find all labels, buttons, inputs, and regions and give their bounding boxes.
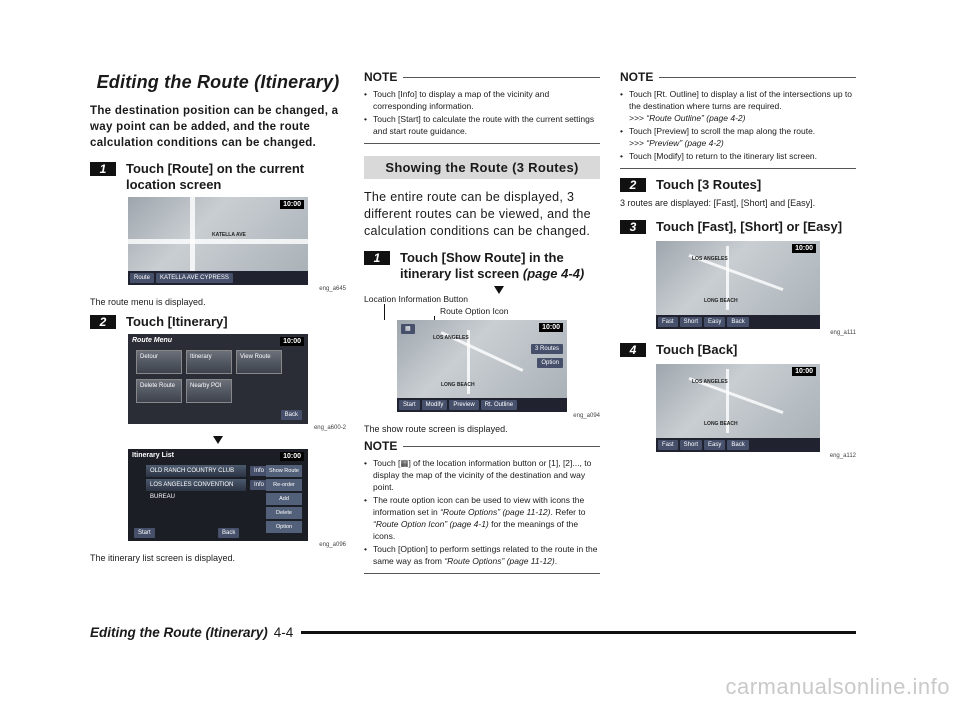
step-result: The show route screen is displayed. [364, 424, 508, 434]
figure-caption: eng_a094 [573, 413, 600, 419]
note-header [620, 70, 856, 84]
figure-caption: eng_a600-2 [313, 425, 346, 431]
map-label: LOS ANGELES [433, 335, 469, 341]
step-1-heading [90, 161, 346, 193]
current-location-screenshot [128, 197, 308, 285]
page-reference: “Route Options” (page 11-12) [444, 556, 555, 566]
view-route-tile[interactable]: View Route [236, 350, 282, 374]
note-list [364, 88, 600, 137]
right-column [620, 68, 856, 459]
note-text: . Refer to [550, 507, 586, 517]
nearby-poi-tile[interactable]: Nearby POI [186, 379, 232, 403]
option-button[interactable]: Option [537, 358, 563, 368]
figure-caption: eng_a111 [830, 330, 856, 336]
delete-route-tile[interactable]: Delete Route [136, 379, 182, 403]
clock: 10:00 [280, 452, 304, 461]
back-screenshot [656, 364, 820, 452]
note-text: Touch [Rt. Outline] to display a list of the intersections up to the destination where turns are required. [629, 89, 853, 111]
itinerary-list-screenshot [128, 449, 308, 541]
note-item [364, 543, 600, 567]
step-number: 4 [620, 343, 646, 357]
step-2-heading [620, 177, 856, 193]
middle-column [364, 68, 600, 582]
figure-caption: eng_a645 [319, 286, 346, 292]
step-3-heading [620, 219, 856, 235]
step-4-heading [620, 342, 856, 358]
reorder-button[interactable]: Re-order [266, 479, 302, 491]
step-number: 1 [364, 251, 390, 265]
step-number: 3 [620, 220, 646, 234]
step-text: Touch [3 Routes] [656, 177, 762, 192]
step-description: 3 routes are displayed: [Fast], [Short] and [Easy]. [620, 198, 816, 208]
note-list [620, 88, 856, 162]
route-menu-screenshot [128, 334, 308, 424]
note-text: . [554, 556, 558, 566]
note-text: Touch [ [373, 458, 401, 468]
map-label: LONG BEACH [441, 382, 475, 388]
show-route-button[interactable]: Show Route [266, 465, 302, 477]
note-text: Touch [Modify] to return to the itinerary list screen. [629, 151, 818, 161]
divider [364, 573, 600, 574]
easy-button[interactable]: Easy [704, 317, 725, 327]
footer-rule [301, 631, 856, 634]
preview-button[interactable]: Preview [449, 400, 478, 410]
divider [620, 168, 856, 169]
section-intro: The entire route can be displayed, 3 different routes can be viewed, and the calculation conditions can be changed. [364, 190, 591, 238]
note-text: Touch [Option] to perform settings related to the route in the same way as from [373, 544, 598, 566]
step-result: The route menu is displayed. [90, 297, 206, 307]
clock: 10:00 [280, 200, 304, 209]
start-button[interactable]: Start [399, 400, 420, 410]
divider [403, 446, 600, 447]
three-routes-button[interactable]: 3 Routes [531, 344, 563, 354]
back-button[interactable]: Back [727, 440, 748, 450]
note-item [620, 88, 856, 124]
footer-title: Editing the Route (Itinerary) [90, 624, 268, 640]
step-number: 1 [90, 162, 116, 176]
add-button[interactable]: Add [266, 493, 302, 505]
start-button[interactable]: Start [134, 528, 155, 538]
detour-tile[interactable]: Detour [136, 350, 182, 374]
watermark: carmanualsonline.info [725, 674, 950, 699]
note-item [620, 150, 856, 162]
step-2-heading [90, 314, 346, 330]
step-text: Touch [Itinerary] [126, 314, 228, 329]
step-number: 2 [620, 178, 646, 192]
back-button[interactable]: Back [281, 410, 302, 420]
clock: 10:00 [539, 323, 563, 332]
left-column [90, 68, 346, 568]
page-reference: “Route Options” (page 11-12) [440, 507, 551, 517]
note-text: Touch [Preview] to scroll the map along the route. [629, 126, 816, 136]
map-road [190, 197, 195, 271]
map-label: LONG BEACH [704, 421, 738, 427]
menu-header: Route Menu [132, 337, 173, 344]
bottom-bar [128, 271, 308, 285]
info-button[interactable]: Info [250, 480, 268, 490]
bottom-bar [656, 438, 820, 452]
checkered-flag-icon: ▦ [400, 458, 409, 468]
note-text: The route option icon can be used to view with icons the information set in [373, 495, 585, 517]
divider [659, 77, 856, 78]
down-arrow-icon [213, 436, 223, 444]
three-routes-screenshot [656, 241, 820, 329]
page-reference: >>> “Preview” (page 4-2) [629, 138, 724, 148]
clock: 10:00 [792, 244, 816, 253]
easy-button[interactable]: Easy [704, 440, 725, 450]
figure-caption: eng_a096 [319, 542, 346, 548]
down-arrow-icon [494, 286, 504, 294]
clock: 10:00 [280, 337, 304, 346]
clock: 10:00 [792, 367, 816, 376]
lead-text: The destination position can be changed, a way point can be added, and the route calculation conditions can be changed. [90, 105, 339, 149]
rt-outline-button[interactable]: Rt. Outline [481, 400, 517, 410]
note-item: • Touch [Start] to calculate the route with the current settings and start route guidance. [364, 113, 600, 137]
short-button[interactable]: Short [680, 440, 702, 450]
location-info-button[interactable]: ▦ [401, 324, 415, 334]
back-button[interactable]: Back [218, 528, 239, 538]
step-text: Touch [Back] [656, 342, 738, 357]
map-label: LOS ANGELES [692, 256, 728, 262]
map-label: LOS ANGELES [692, 379, 728, 385]
note-list [364, 457, 600, 567]
map-label: LONG BEACH [704, 298, 738, 304]
section-heading: Showing the Route (3 Routes) [364, 156, 600, 179]
show-route-screenshot [397, 320, 567, 412]
page-reference: “Route Option Icon” (page 4-1) [373, 519, 489, 529]
modify-button[interactable]: Modify [422, 400, 448, 410]
street-label: KATELLA AVE [212, 232, 246, 238]
list-header: Itinerary List [132, 452, 175, 459]
option-button[interactable]: Option [266, 521, 302, 533]
note-label: NOTE [620, 70, 654, 84]
figure-caption: eng_a112 [829, 453, 856, 459]
step-1-heading [364, 250, 600, 282]
page-footer [90, 622, 856, 642]
step-number: 2 [90, 315, 116, 329]
note-text: ] of the location information button or [1], [2]..., to display the map of the vicinity of the destination and way point. [373, 458, 592, 492]
callout-line [384, 304, 385, 320]
step-text: Touch [Route] on the current location screen [126, 161, 305, 192]
step-text: Touch [Show Route] in the itinerary list screen [400, 250, 564, 281]
itinerary-row[interactable]: LOS ANGELES CONVENTION BUREAU [146, 479, 246, 491]
delete-button[interactable]: Delete [266, 507, 302, 519]
note-header [364, 439, 600, 453]
callout-location-info: Location Information Button [364, 294, 468, 304]
step-text: Touch [Fast], [Short] or [Easy] [656, 219, 843, 234]
divider [364, 143, 600, 144]
route-button[interactable]: Route [130, 273, 154, 283]
callout-route-option: Route Option Icon [440, 306, 509, 316]
page-reference: (page 4-4) [522, 266, 585, 281]
back-button[interactable]: Back [727, 317, 748, 327]
info-button[interactable]: Info [250, 466, 268, 476]
note-header [364, 70, 600, 84]
page-number: 4-4 [273, 624, 294, 640]
page-reference: >>> “Route Outline” (page 4-2) [629, 113, 746, 123]
page-title: Editing the Route (Itinerary) [96, 72, 340, 92]
bottom-bar [656, 315, 820, 329]
fast-button[interactable]: Fast [658, 440, 678, 450]
short-button[interactable]: Short [680, 317, 702, 327]
callout-labels [364, 294, 600, 320]
note-item: • Touch [Info] to display a map of the vicinity and corresponding information. [364, 88, 600, 112]
note-item [620, 125, 856, 149]
note-item [364, 457, 600, 493]
note-text: for the meanings of the icons. [373, 519, 579, 541]
bottom-bar [397, 398, 567, 412]
fast-button[interactable]: Fast [658, 317, 678, 327]
divider [403, 77, 600, 78]
location-label: KATELLA AVE CYPRESS [156, 273, 233, 283]
itinerary-tile[interactable]: Itinerary [186, 350, 232, 374]
note-item [364, 494, 600, 542]
note-label: NOTE [364, 70, 398, 84]
step-result: The itinerary list screen is displayed. [90, 553, 236, 563]
map-road [128, 239, 308, 244]
itinerary-row[interactable]: OLD RANCH COUNTRY CLUB [146, 465, 246, 477]
note-label: NOTE [364, 439, 398, 453]
